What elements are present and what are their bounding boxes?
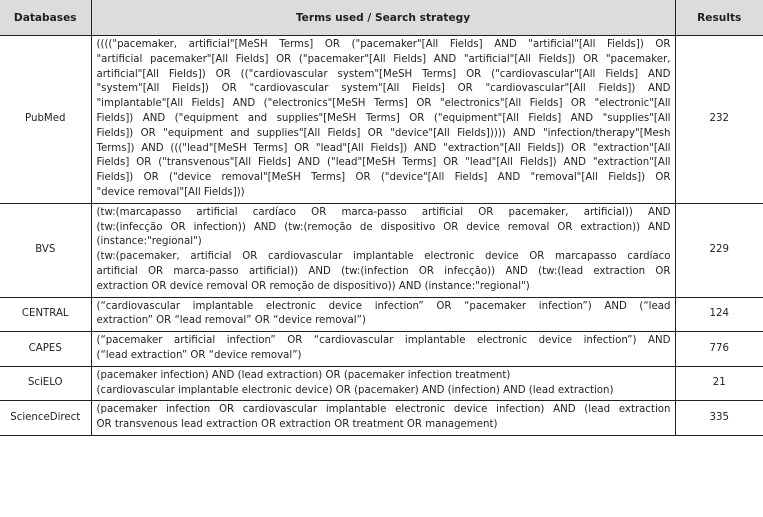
database-cell: CAPES	[0, 332, 91, 367]
search-terms-line: "artificial pacemaker"[All Fields] OR ("pacemaker"[All Fields] AND "artificial"[All Fields]) OR "pacemaker,	[96, 53, 671, 65]
header-row	[0, 0, 763, 36]
search-terms-line: (pacemaker infection) AND (lead extraction) OR (pacemaker infection treatment)	[96, 369, 511, 381]
results-count-cell: 776	[675, 332, 763, 367]
search-terms-line: (cardiovascular implantable electronic device) OR (pacemaker) AND (infection) AND (lead extraction)	[96, 384, 614, 396]
header-terms: Terms used / Search strategy	[91, 0, 675, 36]
results-count-cell: 21	[675, 366, 763, 401]
search-terms-line: (instance:"regional")	[96, 236, 202, 248]
search-terms-line: (tw:(pacemaker, artificial OR cardiovascular implantable electronic device OR marcapasso cardíaco	[96, 251, 671, 263]
search-terms-line: "implantable"[All Fields] AND ("electronics"[MeSH Terms] OR "electronics"[All Fields] OR "electronic"[All	[96, 98, 671, 110]
search-terms-line: Fields]) AND ("equipment and supplies"[MeSH Terms] OR ("equipment"[All Fields] AND "supplies"[All	[96, 112, 671, 124]
search-terms-cell	[91, 366, 675, 401]
table-row	[0, 332, 763, 367]
search-terms-line: (“pacemaker artificial infection” OR “cardiovascular implantable electronic device infection”) AND	[96, 335, 671, 347]
database-cell: BVS	[0, 203, 91, 297]
table-row	[0, 203, 763, 297]
database-cell: PubMed	[0, 36, 91, 204]
search-terms-line: artificial"[All Fields]) OR (("cardiovascular system"[MeSH Terms] OR ("cardiovascular"[All Fields] AND	[96, 68, 671, 80]
results-count-cell: 229	[675, 203, 763, 297]
search-terms-line: Fields] OR ("transvenous"[All Fields] AND ("lead"[MeSH Terms] OR "lead"[All Fields]) AND "extraction"[All	[96, 157, 671, 169]
search-terms-line: OR transvenous lead extraction OR extraction OR treatment OR management)	[96, 419, 498, 431]
table-row	[0, 297, 763, 332]
search-terms-line: extraction OR device removal OR remoção de dispositivo)) AND (instance:"regional")	[96, 280, 530, 292]
search-terms-line: (pacemaker infection OR cardiovascular implantable electronic device infection) AND (lead extraction	[96, 404, 671, 416]
search-terms-line: Terms]) AND ((("lead"[MeSH Terms] OR "lead"[All Fields]) AND "extraction"[All Fields]) OR "extraction"[All	[96, 142, 671, 154]
header-results: Results	[675, 0, 763, 36]
database-cell: ScienceDirect	[0, 401, 91, 436]
results-count-cell: 232	[675, 36, 763, 204]
header-databases: Databases	[0, 0, 91, 36]
search-terms-line: (tw:(marcapasso artificial cardíaco OR marca-passo artificial OR pacemaker, artificial)) AND	[96, 206, 671, 218]
search-terms-cell	[91, 401, 675, 436]
table-row	[0, 366, 763, 401]
table-row	[0, 401, 763, 436]
search-terms-line: "device removal"[All Fields]))	[96, 186, 245, 198]
search-terms-line: Fields]) OR "equipment and supplies"[All Fields] OR "device"[All Fields])))) AND "infection/therapy"[Mesh	[96, 127, 671, 139]
search-terms-cell	[91, 297, 675, 332]
database-cell: SciELO	[0, 366, 91, 401]
search-terms-line: (“lead extraction” OR “device removal”)	[96, 349, 302, 361]
search-terms-cell	[91, 203, 675, 297]
search-terms-cell	[91, 332, 675, 367]
search-terms-line: extraction” OR “lead removal” OR “device removal”)	[96, 315, 366, 327]
results-count-cell: 124	[675, 297, 763, 332]
search-terms-line: Fields]) OR ("device removal"[MeSH Terms] OR ("device"[All Fields] AND "removal"[All Fields]) OR	[96, 172, 671, 184]
search-terms-cell	[91, 36, 675, 204]
results-count-cell: 335	[675, 401, 763, 436]
search-terms-line: (((("pacemaker, artificial"[MeSH Terms] OR ("pacemaker"[All Fields] AND "artificial"[All Fields]) OR	[96, 39, 671, 50]
database-cell: CENTRAL	[0, 297, 91, 332]
search-terms-line: "system"[All Fields]) OR "cardiovascular system"[All Fields] OR "cardiovascular"[All Fields]) AND	[96, 83, 671, 95]
search-terms-line: (tw:(infecção OR infection)) AND (tw:(remoção de dispositivo OR device removal OR extraction)) AND	[96, 221, 671, 233]
table-row	[0, 36, 763, 204]
search-terms-line: artificial OR marca-passo artificial)) AND (tw:(infection OR infecção)) AND (tw:(lead extraction OR	[96, 265, 671, 277]
search-terms-line: (“cardiovascular implantable electronic device infection” OR “pacemaker infection”) AND (“lead	[96, 300, 671, 312]
